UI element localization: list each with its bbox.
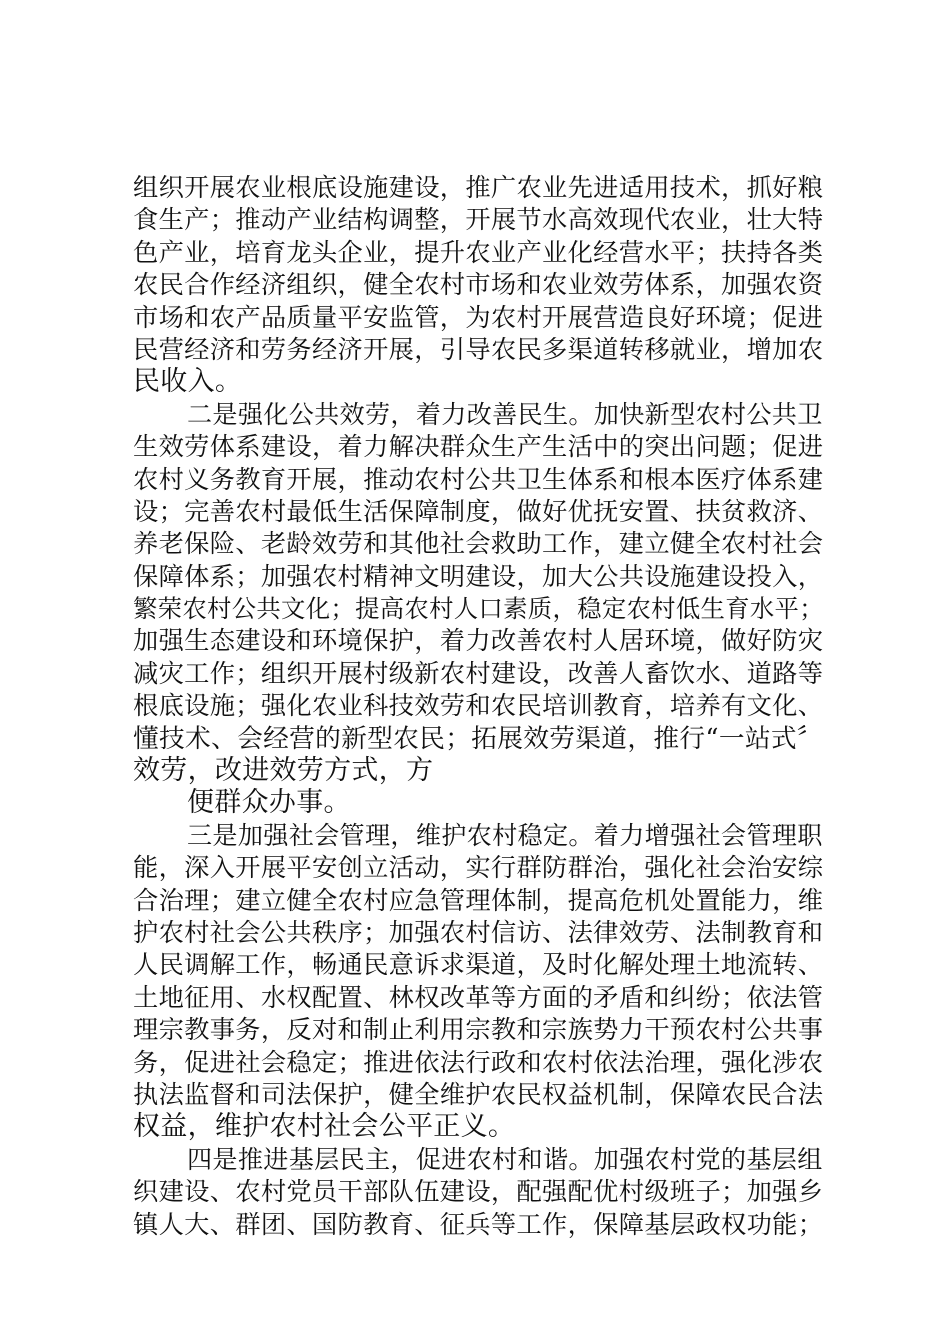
text-line: 务，促进社会稳定；推进依法行政和农村依法治理，强化涉农 <box>133 1047 824 1077</box>
text-line: 养老保险、老龄效劳和其他社会救助工作，建立健全农村社会 <box>133 529 824 559</box>
text-line: 民营经济和劳务经济开展，引导农民多渠道转移就业，增加农 <box>133 334 824 364</box>
text-line: 加强生态建设和环境保护，着力改善农村人居环境，做好防灾 <box>133 626 824 656</box>
text-line: 三是加强社会管理，维护农村稳定。着力增强社会管理职 <box>187 820 823 850</box>
document-body <box>133 172 823 1241</box>
text-line: 食生产；推动产业结构调整，开展节水高效现代农业，壮大特 <box>133 205 824 235</box>
text-line: 色产业，培育龙头企业，提升农业产业化经营水平；扶持各类 <box>133 237 824 267</box>
text-line: 四是推进基层民主，促进农村和谐。加强农村党的基层组 <box>187 1144 823 1174</box>
text-line: 农民合作经济组织，健全农村市场和农业效劳体系，加强农资 <box>133 270 824 300</box>
text-line: 效劳，改进效劳方式，方 <box>133 755 434 787</box>
text-line: 根底设施；强化农业科技效劳和农民培训教育，培养有文化、 <box>133 691 824 721</box>
text-line: 织建设、农村党员干部队伍建设，配强配优村级班子；加强乡 <box>133 1177 824 1207</box>
text-line: 护农村社会公共秩序；加强农村信访、法律效劳、法制教育和 <box>133 917 824 947</box>
text-line: 农村义务教育开展，推动农村公共卫生体系和根本医疗体系建 <box>133 464 824 494</box>
text-line: 执法监督和司法保护，健全维护农民权益机制，保障农民合法 <box>133 1079 824 1109</box>
text-line: 设；完善农村最低生活保障制度，做好优抚安置、扶贫救济、 <box>133 496 824 526</box>
text-line: 便群众办事。 <box>187 787 351 819</box>
text-line: 镇人大、群团、国防教育、征兵等工作，保障基层政权功能； <box>133 1209 824 1239</box>
text-line: 繁荣农村公共文化；提高农村人口素质，稳定农村低生育水平； <box>133 594 824 624</box>
text-line: 理宗教事务，反对和制止利用宗教和宗族势力干预农村公共事 <box>133 1015 824 1045</box>
text-line: 减灾工作；组织开展村级新农村建设，改善人畜饮水、道路等 <box>133 658 824 688</box>
text-line: 组织开展农业根底设施建设，推广农业先进适用技术，抓好粮 <box>133 173 824 202</box>
text-line: 能，深入开展平安创立活动，实行群防群治，强化社会治安综 <box>133 853 824 883</box>
text-line: 合治理；建立健全农村应急管理体制，提高危机处置能力，维 <box>133 885 824 915</box>
text-line: 保障体系；加强农村精神文明建设，加大公共设施建设投入， <box>133 561 824 591</box>
text-line: 民收入。 <box>133 366 243 398</box>
text-line: 土地征用、水权配置、林权改革等方面的矛盾和纠纷；依法管 <box>133 982 824 1012</box>
text-line: 人民调解工作，畅通民意诉求渠道，及时化解处理土地流转、 <box>133 950 824 980</box>
text-line: 懂技术、会经营的新型农民；拓展效劳渠道，推行“一站式〞 <box>133 723 823 754</box>
text-line: 权益，维护农村社会公平正义。 <box>133 1111 516 1143</box>
text-line: 二是强化公共效劳，着力改善民生。加快新型农村公共卫 <box>187 399 823 429</box>
text-line: 生效劳体系建设，着力解决群众生产生活中的突出问题；促进 <box>133 432 824 462</box>
text-line: 市场和农产品质量平安监管，为农村开展营造良好环境；促进 <box>133 302 824 332</box>
